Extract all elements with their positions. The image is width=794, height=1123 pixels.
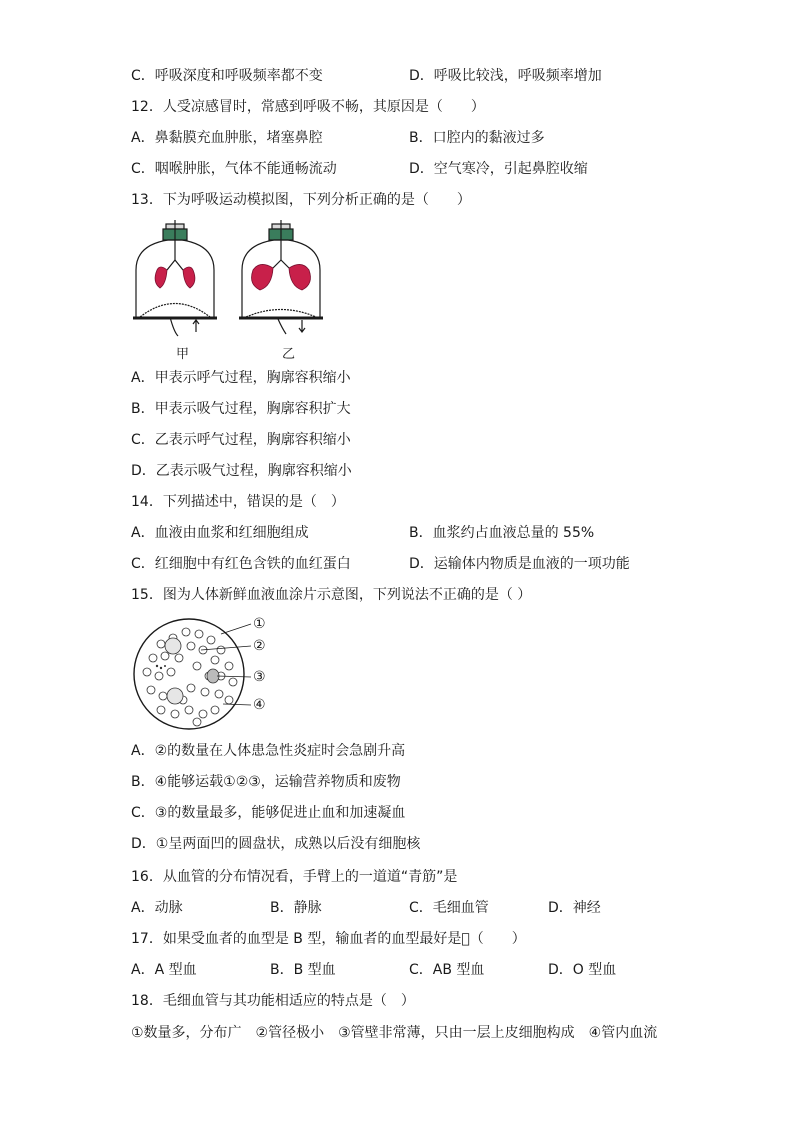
q13-stem: 13．下为呼吸运动模拟图，下列分析正确的是（ ）: [131, 192, 471, 208]
q13-option-a: A．甲表示呼气过程，胸廓容积缩小: [131, 370, 351, 386]
q15-option-d: D．①呈两面凹的圆盘状，成熟以后没有细胞核: [131, 836, 421, 852]
q15-option-a: A．②的数量在人体患急性炎症时会急剧升高: [131, 743, 406, 759]
figure-label-jia: 甲: [176, 347, 190, 362]
q11-option-c: C．呼吸深度和呼吸频率都不变: [131, 68, 323, 84]
q18-stem: 18．毛细血管与其功能相适应的特点是（ ）: [131, 993, 415, 1009]
q16-option-c: C．毛细血管: [409, 900, 489, 916]
figure-label-yi: 乙: [282, 347, 296, 362]
breathing-model-figure: [130, 220, 340, 335]
q12-option-a: A．鼻黏膜充血肿胀，堵塞鼻腔: [131, 130, 323, 146]
q17-option-b: B．B 型血: [270, 962, 336, 978]
q15-stem: 15．图为人体新鲜血液血涂片示意图，下列说法不正确的是（ ）: [131, 587, 532, 603]
smear-marker-3: ③: [253, 669, 266, 685]
q16-stem: 16．从血管的分布情况看，手臂上的一道道“青筋”是: [131, 869, 458, 885]
q17-option-a: A．A 型血: [131, 962, 197, 978]
q16-option-a: A．动脉: [131, 900, 183, 916]
lungs-yi: [252, 264, 311, 290]
q17-option-c: C．AB 型血: [409, 962, 485, 978]
q14-option-c: C．红细胞中有红色含铁的血红蛋白: [131, 556, 351, 572]
q12-option-d: D．空气寒冷，引起鼻腔收缩: [409, 161, 588, 177]
q14-option-b: B．血浆约占血液总量的 55%: [409, 525, 595, 541]
q13-option-d: D．乙表示吸气过程，胸廓容积缩小: [131, 463, 352, 479]
q14-option-d: D．运输体内物质是血液的一项功能: [409, 556, 630, 572]
bell-jar-jia: [133, 220, 217, 336]
q14-option-a: A．血液由血浆和红细胞组成: [131, 525, 309, 541]
q12-option-b: B．口腔内的黏液过多: [409, 130, 545, 146]
q18-feature-line: ①数量多，分布广 ②管径极小 ③管壁非常薄，只由一层上皮细胞构成 ④管内血流: [131, 1025, 658, 1041]
q17-stem: 17．如果受血者的血型是 B 型，输血者的血型最好是 （ ）: [131, 931, 526, 947]
q11-option-d: D．呼吸比较浅，呼吸频率增加: [409, 68, 602, 84]
q14-stem: 14．下列描述中，错误的是（ ）: [131, 494, 345, 510]
smear-marker-1: ①: [253, 616, 266, 632]
q15-option-b: B．④能够运载①②③，运输营养物质和废物: [131, 774, 401, 790]
q17-option-d: D．O 型血: [548, 962, 617, 978]
q16-option-b: B．静脉: [270, 900, 322, 916]
q15-option-c: C．③的数量最多，能够促进止血和加速凝血: [131, 805, 406, 821]
q13-option-b: B．甲表示吸气过程，胸廓容积扩大: [131, 401, 351, 417]
q12-stem: 12．人受凉感冒时，常感到呼吸不畅，其原因是（ ）: [131, 99, 485, 115]
q16-option-d: D．神经: [548, 900, 601, 916]
lungs-jia: [155, 267, 195, 288]
q12-option-c: C．咽喉肿胀，气体不能通畅流动: [131, 161, 337, 177]
smear-marker-4: ④: [253, 697, 266, 713]
blood-smear-figure: [131, 614, 271, 734]
smear-marker-2: ②: [253, 638, 266, 654]
q13-option-c: C．乙表示呼气过程，胸廓容积缩小: [131, 432, 351, 448]
